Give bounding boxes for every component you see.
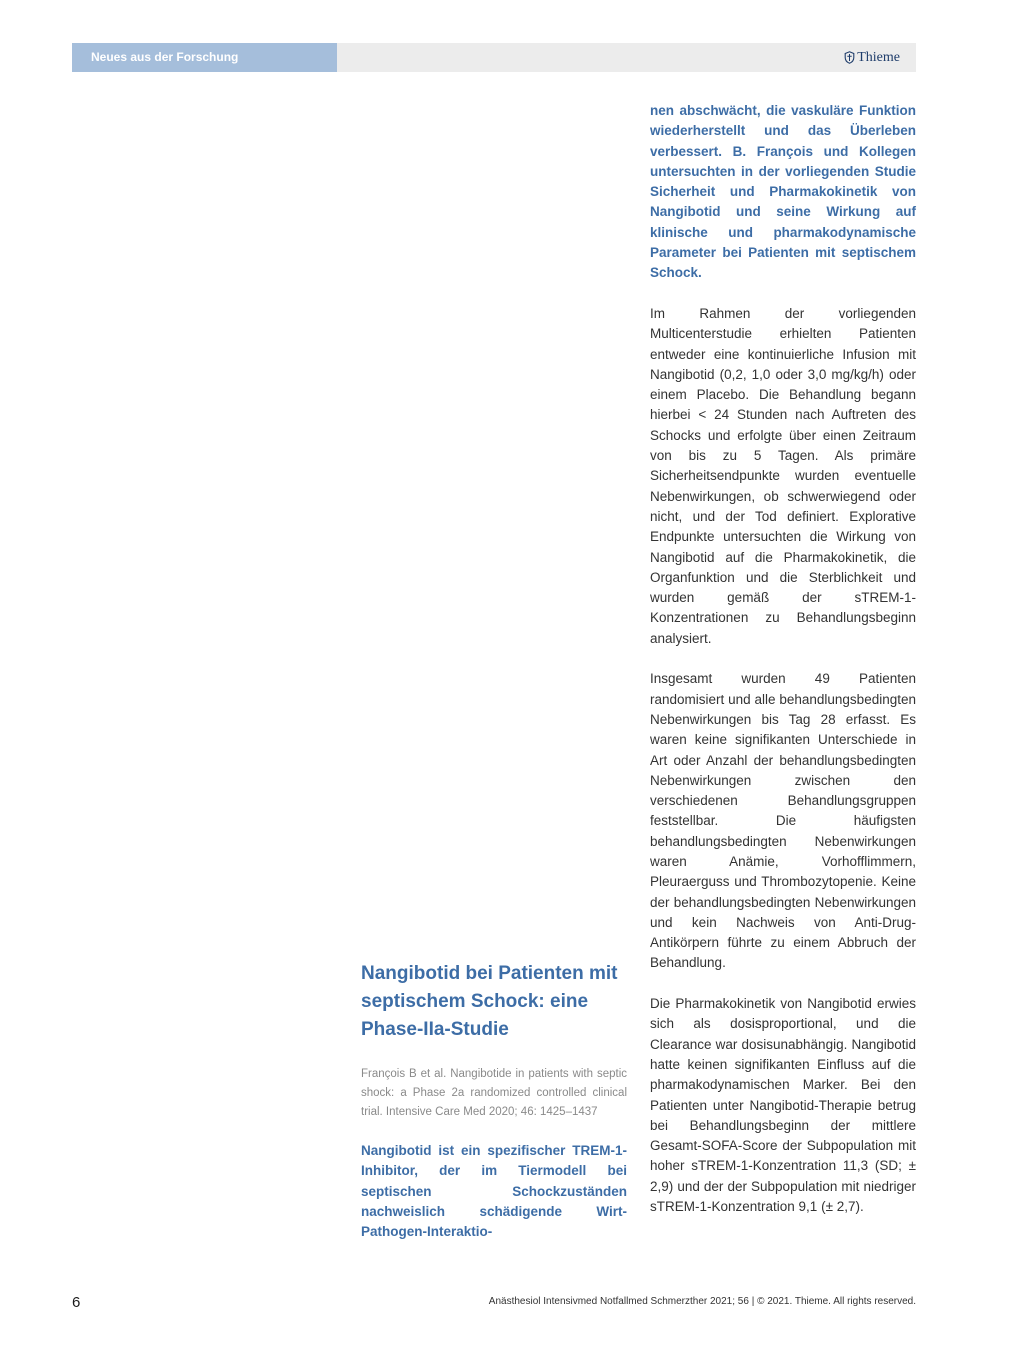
left-column	[361, 960, 627, 1242]
section-label: Neues aus der Forschung	[72, 43, 337, 72]
article-lead-continued: nen abschwächt, die vaskuläre Funktion wiederherstellt und das Überleben verbessert. B. François und Kollegen untersuchten in der vorliegenden Studie Sicherheit und Pharmakokinetik von Nangibotid und seine Wirkung auf klinische und pharmakodynamische Parameter bei Patienten mit septischem Schock.	[650, 103, 916, 281]
article-title: Nangibotid bei Patienten mit septischem Schock: eine Phase-IIa-Studie	[361, 963, 618, 1040]
body-paragraph-pharmacokinetics: Die Pharmakokinetik von Nangibotid erwies sich als dosisproportional, und die Clearance war dosisunabhängig. Nangibotid hatte keinen signifikanten Einfluss auf die pharmakodynamischen Marker. Bei den Patienten unter Nangibotid-Therapie betrug bei Behandlungsbeginn der mittlere Gesamt-SOFA-Score der Subpopulation mit hoher sTREM-1-Konzentration 11,3 (SD; ± 2,9) und der der Subpopulation mit niedriger sTREM-1-Konzentration 9,1 (± 2,7).	[650, 996, 916, 1215]
footer-citation: Anästhesiol Intensivmed Notfallmed Schmerzther 2021; 56 | © 2021. Thieme. All rights reserved.	[488, 1296, 916, 1307]
body-paragraph-study-design: Im Rahmen der vorliegenden Multicenterstudie erhielten Patienten entweder eine kontinuierliche Infusion mit Nangibotid (0,2, 1,0 oder 3,0 mg/kg/h) oder einem Placebo. Die Behandlung begann hierbei < 24 Stunden nach Auftreten des Schocks und erfolgte über einen Zeitraum von bis zu 5 Tagen. Als primäre Sicherheitsendpunkte wurden eventuelle Nebenwirkungen, ob schwerwiegend oder nicht, und der Tod definiert. Explorative Endpunkte untersuchten die Wirkung von Nangibotid auf die Pharmakokinetik, die Organfunktion und die Sterblichkeit und wurden gemäß der sTREM-1-Konzentrationen zu Behandlungsbeginn analysiert.	[650, 305, 916, 646]
article-citation: François B et al. Nangibotide in patients with septic shock: a Phase 2a randomized controlled clinical trial. Intensive Care Med 2020; 46: 1425–1437	[361, 1068, 627, 1118]
page-number: 6	[72, 1294, 81, 1311]
publisher-logo	[844, 43, 900, 72]
running-header	[72, 43, 916, 72]
body-paragraph-safety: Insgesamt wurden 49 Patienten randomisiert und alle behandlungsbedingten Nebenwirkungen bis Tag 28 erfasst. Es waren keine signifikanten Unterschiede in Art oder Anzahl der behandlungsbedingten Nebenwirkungen zwischen den verschiedenen Behandlungsgruppen feststellbar. Die häufigsten behandlungsbedingten Nebenwirkungen waren Anämie, Vorhofflimmern, Pleuraerguss und Thrombozytopenie. Keine der behandlungsbedingten Nebenwirkungen und kein Nachweis von Anti-Drug-Antikörpern führte zu einem Abbruch der Behandlung.	[650, 671, 916, 971]
publisher-name: Thieme	[857, 49, 900, 65]
article-lead: Nangibotid ist ein spezifischer TREM-1-Inhibitor, der im Tiermodell bei septischen Schockzuständen nachweislich schädigende Wirt-Pathogen-Interaktio-	[361, 1143, 627, 1240]
right-column	[650, 101, 916, 1238]
thieme-seal-icon	[844, 51, 855, 64]
